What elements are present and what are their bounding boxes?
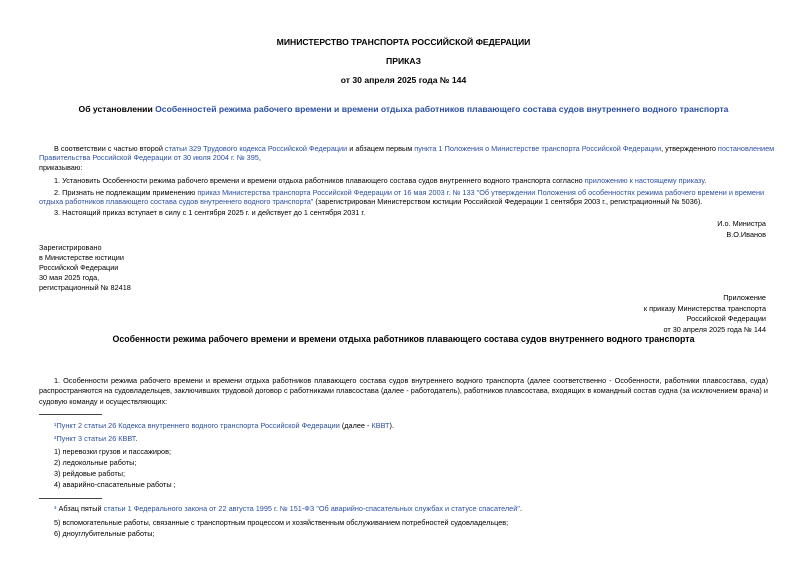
order-text: 2. Признать не подлежащим применению: [54, 188, 198, 197]
order-item-1: [54, 176, 706, 185]
link-kvvt-26-2[interactable]: Пункт 2 статьи 26 Кодекса внутреннего водного транспорта Российской Федерации: [56, 421, 340, 430]
footnote-text: Абзац пятый: [56, 504, 104, 513]
activity-item: 6) дноуглубительные работы;: [54, 529, 155, 538]
footnote-text: .: [135, 434, 138, 443]
footnote-mark: ²: [54, 434, 57, 443]
order-item-2-line-1: [54, 188, 764, 197]
footnote-divider: [39, 414, 102, 415]
order-date-number: от 30 апреля 2025 года № 144: [340, 75, 467, 85]
link-prikaz-133-cont[interactable]: отдыха работников плавающего состава судов внутреннего водного транспорта": [39, 197, 314, 206]
activity-item: 3) рейдовые работы;: [54, 469, 126, 478]
footnote-2: [54, 434, 137, 443]
appendix-line: Российской Федерации: [686, 314, 766, 323]
registration-line: Российской Федерации: [39, 263, 119, 272]
order-text: (зарегистрирован Министерством юстиции Российской Федерации 1 сентября 2003 г., регистрационный № 5036).: [313, 197, 703, 206]
body-para1-line3: судовую команду и осуществляющих:: [39, 397, 168, 406]
appendix-line: к приказу Министерства транспорта: [643, 304, 766, 313]
footnote-1: [54, 421, 394, 430]
activity-item: 1) перевозки грузов и пассажиров;: [54, 447, 172, 456]
preamble-text: и абзацем первым: [347, 144, 415, 153]
ministry-heading: МИНИСТЕРСТВО ТРАНСПОРТА РОССИЙСКОЙ ФЕДЕРАЦИИ: [276, 37, 531, 47]
footnote-text: (далее -: [339, 421, 372, 430]
title-link[interactable]: Особенностей режима рабочего времени и времени отдыха работников плавающего состава судов внутреннего водного транспорта: [155, 104, 729, 114]
appendix-title: Особенности режима рабочего времени и времени отдыха работников плавающего состава судов внутреннего водного транспорта: [112, 334, 695, 344]
activity-item: 5) вспомогательные работы, связанные с транспортным процессом и хозяйственным обслуживанием потребностей судовладельцев;: [54, 518, 509, 527]
link-polozhenie[interactable]: пункта 1 Положения о Министерстве транспорта Российской Федерации: [414, 144, 662, 153]
footnote-text: .: [519, 504, 522, 513]
footnote-divider: [39, 498, 102, 499]
preamble-text: ,: [258, 153, 261, 162]
link-kvvt-26-3[interactable]: Пункт 3 статьи 26 КВВТ: [56, 434, 136, 443]
link-kvvt[interactable]: КВВТ: [371, 421, 390, 430]
registration-line: в Министерстве юстиции: [39, 253, 124, 262]
order-item-3: 3. Настоящий приказ вступает в силу с 1 сентября 2025 г. и действует до 1 сентября 2031 г.: [54, 208, 366, 217]
prikazyvayu: приказываю:: [39, 163, 83, 172]
activity-item: 4) аварийно-спасательные работы ;: [54, 480, 176, 489]
link-appendix[interactable]: приложению к настоящему приказу: [584, 176, 705, 185]
preamble-line-2: [39, 153, 261, 162]
link-prikaz-133[interactable]: приказ Министерства транспорта Российской Федерации от 16 мая 2003 г. № 133 "Об утверждении Положения об особенностях режима рабочего времени и времени: [197, 188, 765, 197]
registration-line: Зарегистрировано: [39, 243, 102, 252]
activity-item: 2) ледокольные работы;: [54, 458, 137, 467]
link-fz-151[interactable]: статьи 1 Федерального закона от 22 августа 1995 г. № 151-ФЗ "Об аварийно-спасательных службах и статусе спасателей": [103, 504, 520, 513]
signature-name: В.О.Иванов: [726, 230, 766, 239]
title-prefix: Об установлении: [78, 104, 156, 114]
link-pravitelstvo-395[interactable]: Правительства Российской Федерации от 30 июля 2004 г. № 395: [39, 153, 259, 162]
registration-line: 30 мая 2025 года,: [39, 273, 100, 282]
footnote-text: ).: [389, 421, 394, 430]
appendix-line: от 30 апреля 2025 года № 144: [663, 325, 766, 334]
registration-line: регистрационный № 82418: [39, 283, 131, 292]
link-postanovlenie[interactable]: постановлением: [717, 144, 775, 153]
footnote-3: [54, 504, 522, 513]
order-text: .: [704, 176, 707, 185]
preamble-text: , утвержденного: [661, 144, 718, 153]
body-para1-line1: 1. Особенности режима рабочего времени и времени отдыха работников плавающего состава судов внутреннего водного транспорта (далее соответственно - Особенности, работники плавсостава, суда): [54, 376, 768, 385]
order-text: 1. Установить Особенности режима рабочего времени и времени отдыха работников плавающего состава судов внутреннего водного транспорта согласно: [54, 176, 585, 185]
doc-type-heading: ПРИКАЗ: [386, 56, 421, 66]
body-para1-line2: распространяются на судовладельцев, заключивших трудовой договор с работниками плавсостава (далее - работодатель), работников плавсостава, входящих в командный состав судна (за исключением врача) и: [39, 386, 768, 395]
link-tk-329[interactable]: статьи 329 Трудового кодекса Российской Федерации: [164, 144, 348, 153]
preamble-text: В соответствии с частью второй: [54, 144, 165, 153]
order-item-2-line-2: [39, 197, 702, 206]
appendix-line: Приложение: [723, 293, 766, 302]
signature-position: И.о. Министра: [717, 219, 766, 228]
footnote-mark: ¹: [54, 421, 57, 430]
footnote-mark: ³: [54, 504, 57, 513]
preamble-line-1: [54, 144, 774, 153]
order-title: [0, 104, 807, 114]
